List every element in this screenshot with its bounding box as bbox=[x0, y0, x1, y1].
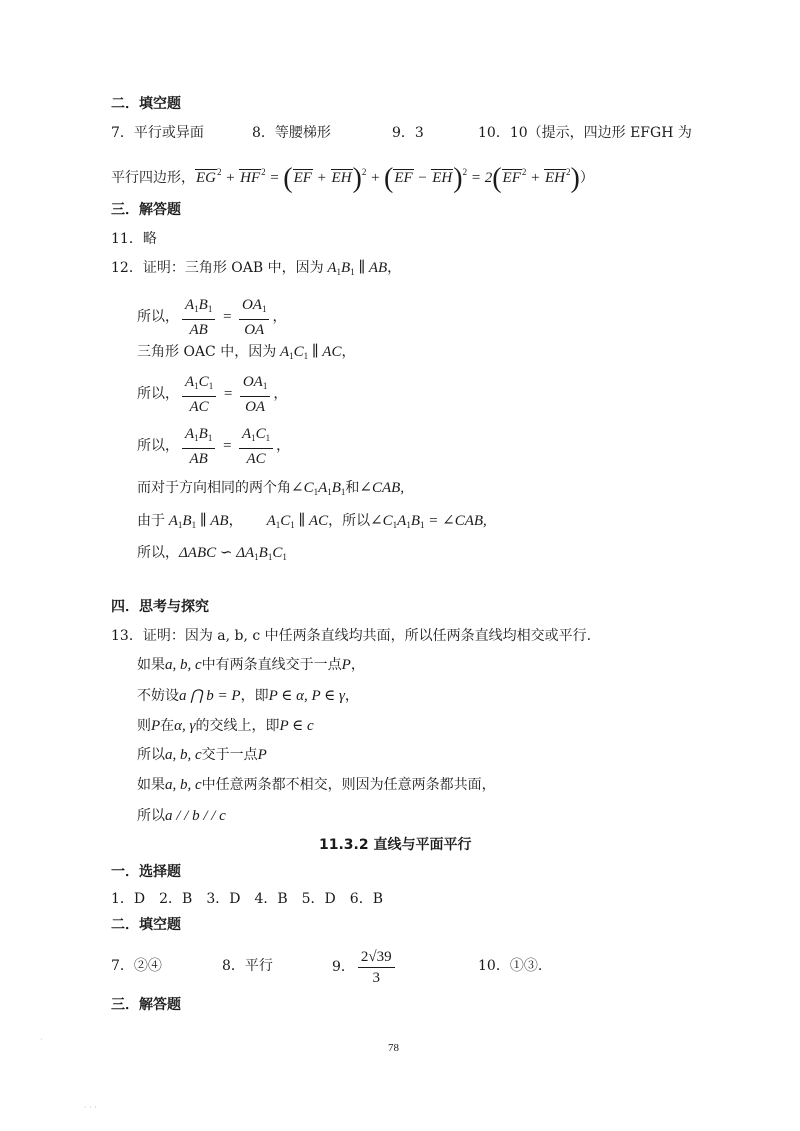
proof-12-conclusion: 所以，ΔABC ∽ $\Delta A_1B_1C_1$ bbox=[137, 545, 287, 562]
answer-9: 9．3 bbox=[392, 125, 424, 141]
proof-13-then: 则P在α, γ的交线上，即P ∈ c bbox=[137, 718, 314, 734]
ratio-a1c1-ac: $\frac{A_1C_1}{AC}$ = $\frac{OA_1}{OA}$ bbox=[179, 386, 273, 402]
scan-speck: · bbox=[40, 1035, 43, 1044]
section-fill-blank-heading-2: 二．填空题 bbox=[111, 917, 181, 933]
proof-12-angles: 而对于方向相同的两个角$\angle C_1A_1B_1$和∠CAB, bbox=[137, 480, 405, 497]
proof-13-meet: 所以a, b, c交于一点P bbox=[137, 747, 267, 763]
ratio-equality: $\frac{A_1B_1}{AB}$ = $\frac{A_1C_1}{AC}$ bbox=[179, 438, 276, 454]
section-solution-heading-2: 三．解答题 bbox=[111, 997, 181, 1013]
hint-end: ） bbox=[579, 170, 594, 186]
section-fill-blank-heading: 二．填空题 bbox=[111, 96, 181, 112]
fraction-numerator: 2√39 bbox=[358, 948, 395, 968]
proof-13-intro: 13．证明：因为 a, b, c 中任两条直线均共面，所以任两条直线均相交或平行. bbox=[111, 628, 592, 644]
section-explore-heading: 四．思考与探究 bbox=[111, 599, 209, 615]
answer-10: 10．10（提示，四边形 EFGH 为 bbox=[478, 125, 692, 141]
proof-12-oac: 三角形 OAC 中，因为 $A_1C_1$ ∥ AC， bbox=[137, 344, 356, 361]
proof-13-case1: 如果a, b, c中有两条直线交于一点P， bbox=[137, 657, 365, 673]
vector-formula: $EG^2 + HF^2 = (EF + EH)^2 + (EF - EH)^2 = 2(EF^2 + EH^2)$ bbox=[196, 163, 580, 194]
choice-answers: 1．D 2．B 3．D 4．B 5．D 6．B bbox=[111, 891, 383, 907]
angle-equality: $\angle C_1A_1B_1$ = ∠CAB, bbox=[370, 513, 487, 530]
math-a1c1-parallel-ac: $A_1C_1$ ∥ AC bbox=[276, 344, 342, 361]
ratio-a1b1-ab: $\frac{A_1B_1}{AB}$ = $\frac{OA_1}{OA}$ bbox=[179, 309, 272, 325]
page-number: 78 bbox=[388, 1042, 399, 1054]
answer2-10: 10．①③. bbox=[478, 958, 543, 974]
proof-12-intro: 12．证明：三角形 OAB 中，因为 $A_1B_1$ ∥ AB， bbox=[111, 260, 402, 277]
proof-12-because: 由于 $A_1B_1$ ∥ AB， $A_1C_1$ ∥ AC，所以$\angle C_1A_1B_1$ = ∠CAB, bbox=[137, 513, 487, 530]
angle-c1a1b1: $\angle C_1A_1B_1$ bbox=[291, 480, 346, 497]
answer2-9: 9． $\frac{2√39}{3}$ bbox=[332, 947, 398, 987]
proof-12-step3: 所以， $\frac{A_1B_1}{AB}$ = $\frac{A_1C_1}{AC}$ ， bbox=[137, 426, 291, 467]
proof-13-conclusion: 所以a / / b / / c bbox=[137, 808, 226, 824]
answer2-7: 7．②④ bbox=[111, 958, 162, 974]
answer-7: 7．平行或异面 bbox=[111, 125, 204, 141]
math-parallels: $A_1B_1$ ∥ AB bbox=[165, 513, 229, 530]
section-title: 11.3.2 直线与平面平行 bbox=[319, 837, 472, 853]
fraction-denominator: 3 bbox=[372, 969, 381, 986]
answer-11: 11．略 bbox=[111, 231, 157, 247]
scan-mark: · · · bbox=[84, 1103, 97, 1112]
answer-8: 8．等腰梯形 bbox=[252, 125, 331, 141]
vector-identity-line bbox=[111, 162, 594, 194]
proof-12-step2: 所以， $\frac{A_1C_1}{AC}$ = $\frac{OA_1}{OA}$ ， bbox=[137, 374, 288, 415]
proof-12-step1: 所以， $\frac{A_1B_1}{AB}$ = $\frac{OA_1}{OA}$ ， bbox=[137, 297, 287, 338]
section-solution-heading: 三．解答题 bbox=[111, 202, 181, 218]
proof-13-case2: 如果a, b, c中任意两条都不相交，则因为任意两条都共面， bbox=[137, 777, 496, 793]
section-choice-heading: 一．选择题 bbox=[111, 864, 181, 880]
math-a1b1-parallel-ab: $A_1B_1$ ∥ AB bbox=[323, 260, 388, 277]
answer2-8: 8．平行 bbox=[222, 958, 273, 974]
hint-start: 平行四边形， bbox=[111, 170, 195, 186]
proof-13-assume: 不妨设a ⋂ b = P，即P ∈ α, P ∈ γ， bbox=[137, 688, 359, 704]
similar-triangles: ΔABC ∽ $\Delta A_1B_1C_1$ bbox=[179, 545, 287, 562]
